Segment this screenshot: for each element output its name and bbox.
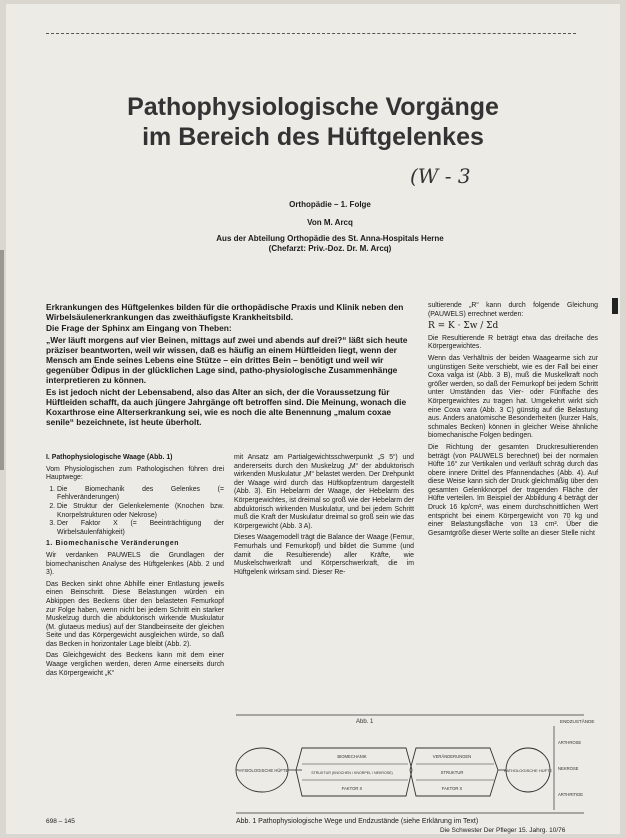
affiliation-line-1: Aus der Abteilung Orthopädie des St. Anna-Hospitals Herne (216, 234, 444, 243)
text-column-3 (428, 302, 598, 541)
pauwels-formula: R = K · Σw / Σd (428, 321, 499, 332)
box-middle-label-1: VERÄNDERUNGEN (432, 754, 472, 759)
article-title (0, 92, 626, 152)
title-line-2: im Bereich des Hüftgelenkes (142, 123, 484, 151)
scan-mark-right (612, 298, 618, 314)
body-paragraph: Dieses Waagemodell trägt die Balance der Waage (Femur, Femurhals und Femurkopf) und bildet die Summe (und damit die Resultierende) aller Kräfte, wie Muskelschwerkraft und Körperschwerkraft, die im Hüftgelenk wirksam sind. Dieser Re- (234, 534, 414, 576)
body-paragraph: Die Resultierende R beträgt etwa das dreifache des Körpergewichtes. (428, 334, 598, 351)
box-left-label-1: BIOMECHANIK (337, 754, 367, 759)
figure-top-label: Abb. 1 (356, 719, 374, 725)
body-paragraph: Wenn das Verhältnis der beiden Waagearme sich zur ungünstigen Seite verschiebt, wie es der Fall bei einer Coxa valga ist (Abb. 3 B), muß die Muskelkraft noch größer werden, so daß der Femurkopf bei jedem Schritt unter Umständen das Vier- oder Fünffache des Körpergewichtes zu tragen hat. Umgekehrt wirkt sich eine Coxa vara (Abb. 3 C) günstig auf die Belastung aus. Anders anatomische Besonderheiten (kurzer Hals, schmales Becken) können in gleicher Weise ähnliche biomechanische Folgen bedingen. (428, 354, 598, 440)
body-paragraph: Wir verdanken PAUWELS die Grundlagen der biomechanischen Analyse des Hüftgelenkes (Abb. 2 und 3). (46, 551, 224, 577)
list-item: 1. Die Biomechanik des Gelenkes (= Fehlveränderungen) (57, 486, 224, 503)
title-line-1: Pathophysiologische Vorgänge (127, 93, 499, 121)
figure-caption: Abb. 1 Pathophysiologische Wege und Endzustände (siehe Erklärung im Text) (236, 818, 479, 825)
handwritten-note: (W - 3 (410, 164, 471, 188)
text-column-2 (234, 454, 414, 580)
figure-pathways-diagram (235, 714, 595, 814)
series-label: Orthopädie – 1. Folge (289, 200, 371, 209)
scan-shadow-left (0, 250, 4, 470)
box-left-label-2: STRUKTUR (KNOCHEN / KNORPEL / NEKROSE) (311, 771, 393, 775)
endstates-title: ENDZUSTÄNDE (560, 719, 595, 724)
endstate-item-3: ARTHRITIDE (558, 792, 584, 797)
box-middle-label-2: STRUKTUR (440, 770, 464, 775)
top-dashed-rule (46, 33, 576, 34)
abstract-paragraph: Die Frage der Sphinx am Eingang von Theben: (46, 323, 232, 334)
text-column-1 (46, 454, 224, 681)
endstate-item-2: NEKROSE (558, 766, 579, 771)
body-paragraph: sultierende „R“ kann durch folgende Gleichung (PAUWELS) errechnet werden: (428, 302, 598, 318)
box-middle-label-3: FAKTOR X (441, 786, 463, 791)
section-heading: I. Pathophysiologische Waage (Abb. 1) (46, 454, 173, 461)
page-number-footer: 698 – 145 (46, 818, 75, 825)
endstate-item-1: ARTHROSE (558, 740, 582, 745)
list-item: 2. Die Struktur der Gelenkelemente (Knochen bzw. Knorpelstrukturen oder Nekrose) (57, 503, 224, 520)
affiliation-line-2: (Chefarzt: Priv.-Doz. Dr. M. Arcq) (268, 244, 392, 253)
body-paragraph: Die Richtung der gesamten Druckresultierenden beträgt (von PAUWELS berechnet) bei der normalen Hüfte 16° zur Vertikalen und verläuft schräg durch das obere innere Drittel des Pfannendaches (Abb. 4). Auf diese Weise kann sich der Druck gleichmäßig über den gesamten Gelenkknorpel der tragenden Fläche der Hüfte verteilen. Im Beispiel der Abbildung 4 beträgt der Druck 16 kp/cm², was einem durchschnittlichen Wert entspricht bei einem Körpergewicht von 70 kg und einer Belastungsfläche von 13 cm². Über die Gesamtgröße dieser Werte sollte an dieser Stelle nicht (428, 443, 598, 537)
box-left-label-3: FAKTOR X (341, 786, 363, 791)
pathological-hip-label: PATHOLOGISCHE HÜFTE (503, 768, 553, 773)
pathway-list (46, 486, 224, 538)
abstract-paragraph: Es ist jedoch nicht der Lebensabend, also das Alter an sich, der die Voraussetzung für Hüftleiden schafft, da auch jüngere Jahrgänge oft betroffen sind. Die Meinung, wonach die Koxarthrose eine Alterserkrankung sei, wie es noch die alte Benennung „malum coxae senile“ bezeichnete, ist heute überholt. (46, 386, 407, 428)
subsection-heading: 1. Biomechanische Veränderungen (46, 540, 180, 548)
abstract-paragraph: „Wer läuft morgens auf vier Beinen, mittags auf zwei und abends auf drei?“ läßt sich heute präziser beantworten, weil wir wissen, daß es häufig an einem Hüftleiden liegt, wenn der Mensch am Ende seines Lebens eine Stütze – ein drittes Bein – benötigt und weil wir gegenüber Ödipus in der glücklichen Lage sind, patho-physiologische Zusammenhänge interpretieren zu können. (46, 334, 408, 386)
abstract (46, 302, 418, 428)
body-paragraph: Vom Physiologischen zum Pathologischen führen drei Hauptwege: (46, 465, 224, 482)
body-paragraph: mit Ansatz am Partialgewichtsschwerpunkt „S 5“) und andererseits durch den Muskelzug „M“ der abduktorisch wirkenden Muskulatur „M“ belastet werden. Der Drehpunkt der Waage wird durch das Hüftkopfzentrum dargestellt (Abb. 3). Ein Hebelarm der Waage, der Hebelarm des Körpergewichtes, ist dreimal so groß wie der Hebelarm der abduktorisch wirkenden Muskulatur, und bei jedem Schritt muß die Kraft der Muskulatur dreimal so groß sein wie das Körpergewicht (Abb. 3 A). (234, 454, 414, 530)
journal-footer: Die Schwester Der Pfleger 15. Jahrg. 10/76 (440, 827, 566, 834)
physiological-hip-label: PHYSIOLOGISCHE HÜFTE (235, 768, 289, 773)
author-line: Von M. Arcq (307, 218, 353, 227)
list-item: 3. Der Faktor X (= Beeinträchtigung der Wirbelsäulenfähigkeit) (57, 520, 224, 537)
abstract-paragraph: Erkrankungen des Hüftgelenkes bilden für die orthopädische Praxis und Klinik neben den Wirbelsäulenerkrankungen das zweithäufigste Krankheitsbild. (46, 302, 404, 323)
body-paragraph: Das Becken sinkt ohne Abhilfe einer Entlastung jeweils einen Beinschritt. Diese Belastungen würden ein Abkippen des Beckens über den belasteten Femurkopf zur Folge haben, wenn nicht bei jedem Schritt ein starker Muskelzug durch die abduktorisch wirkende Muskulatur (M. glutaeus medius) auf der Standbeinseite der gleichen Seite und das Körpergewicht ausgleichen würde, so daß das Becken in horizontaler Lage bleibt (Abb. 2). (46, 580, 224, 648)
body-paragraph: Das Gleichgewicht des Beckens kann mit dem einer Waage verglichen werden, deren Arme einerseits durch das Körpergewicht „K“ (46, 652, 224, 677)
